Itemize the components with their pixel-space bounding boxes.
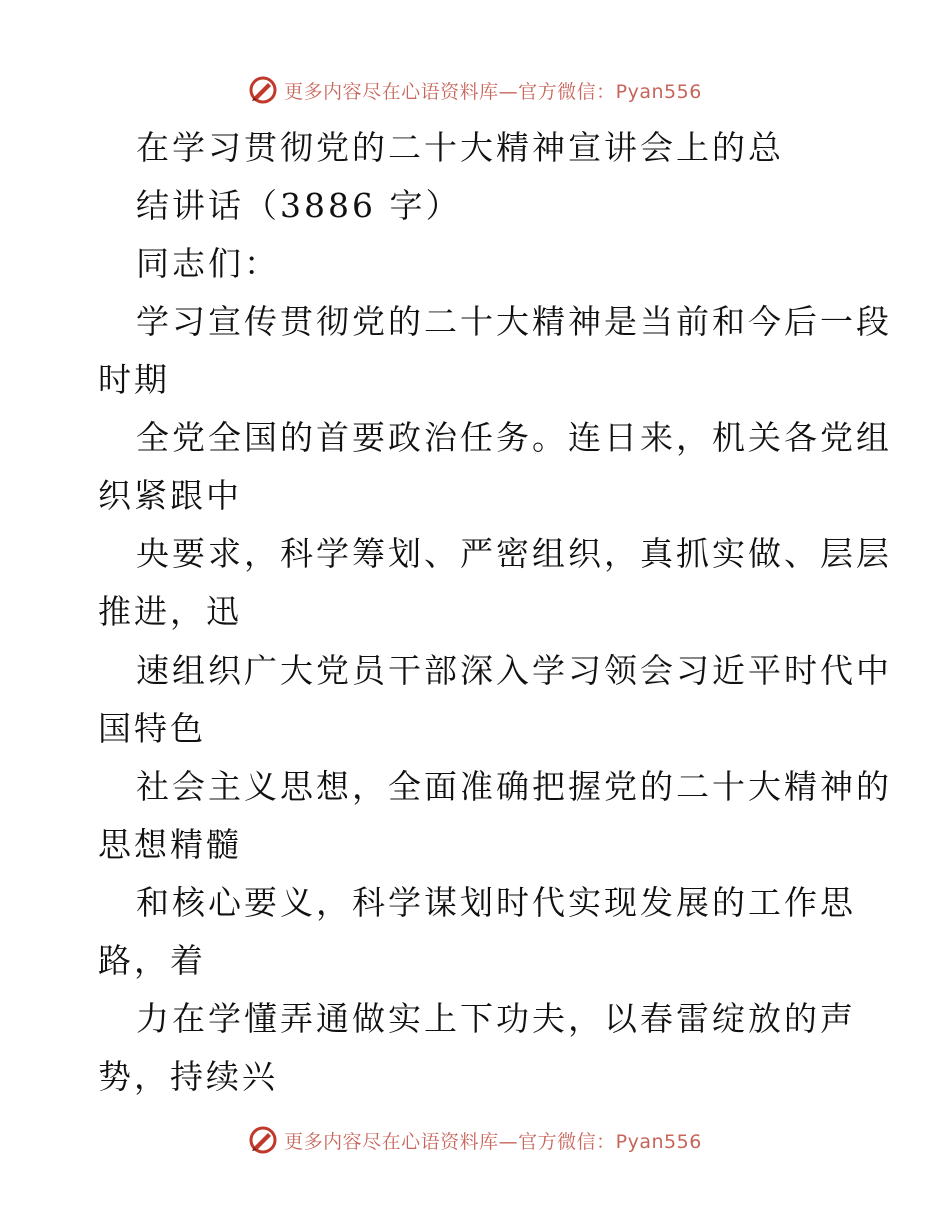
footer-banner xyxy=(0,1122,950,1158)
text-line: 学习宣传贯彻党的二十大精神是当前和今后一段 xyxy=(136,302,892,341)
text-line: 推进，迅 xyxy=(98,592,242,631)
text-line: 在学习贯彻党的二十大精神宣讲会上的总 xyxy=(136,128,784,167)
text-line: 全党全国的首要政治任务。连日来，机关各党组 xyxy=(136,418,892,457)
text-line: 国特色 xyxy=(98,709,206,748)
footer-banner-text: 更多内容尽在心语资料库—官方微信：Pyan556 xyxy=(284,1130,702,1153)
text-line: 同志们： xyxy=(136,244,280,283)
text-line: 社会主义思想，全面准确把握党的二十大精神的 xyxy=(136,767,892,806)
text-line: 央要求，科学筹划、严密组织，真抓实做、层层 xyxy=(136,534,892,573)
text-line: 织紧跟中 xyxy=(98,476,242,515)
text-line: 力在学懂弄通做实上下功夫，以春雷绽放的声 xyxy=(136,999,856,1038)
header-banner-text: 更多内容尽在心语资料库—官方微信：Pyan556 xyxy=(284,80,702,103)
text-line: 路，着 xyxy=(98,941,206,980)
text-line: 速组织广大党员干部深入学习领会习近平时代中 xyxy=(136,651,892,690)
text-line: 和核心要义，科学谋划时代实现发展的工作思 xyxy=(136,883,856,922)
header-banner xyxy=(0,72,950,108)
text-line: 结讲话（3886 字） xyxy=(136,186,462,225)
text-line: 势，持续兴 xyxy=(98,1057,278,1096)
text-line: 思想精髓 xyxy=(98,825,242,864)
text-line: 时期 xyxy=(98,360,170,399)
pen-logo-icon xyxy=(248,75,278,105)
pen-logo-icon xyxy=(248,1125,278,1155)
